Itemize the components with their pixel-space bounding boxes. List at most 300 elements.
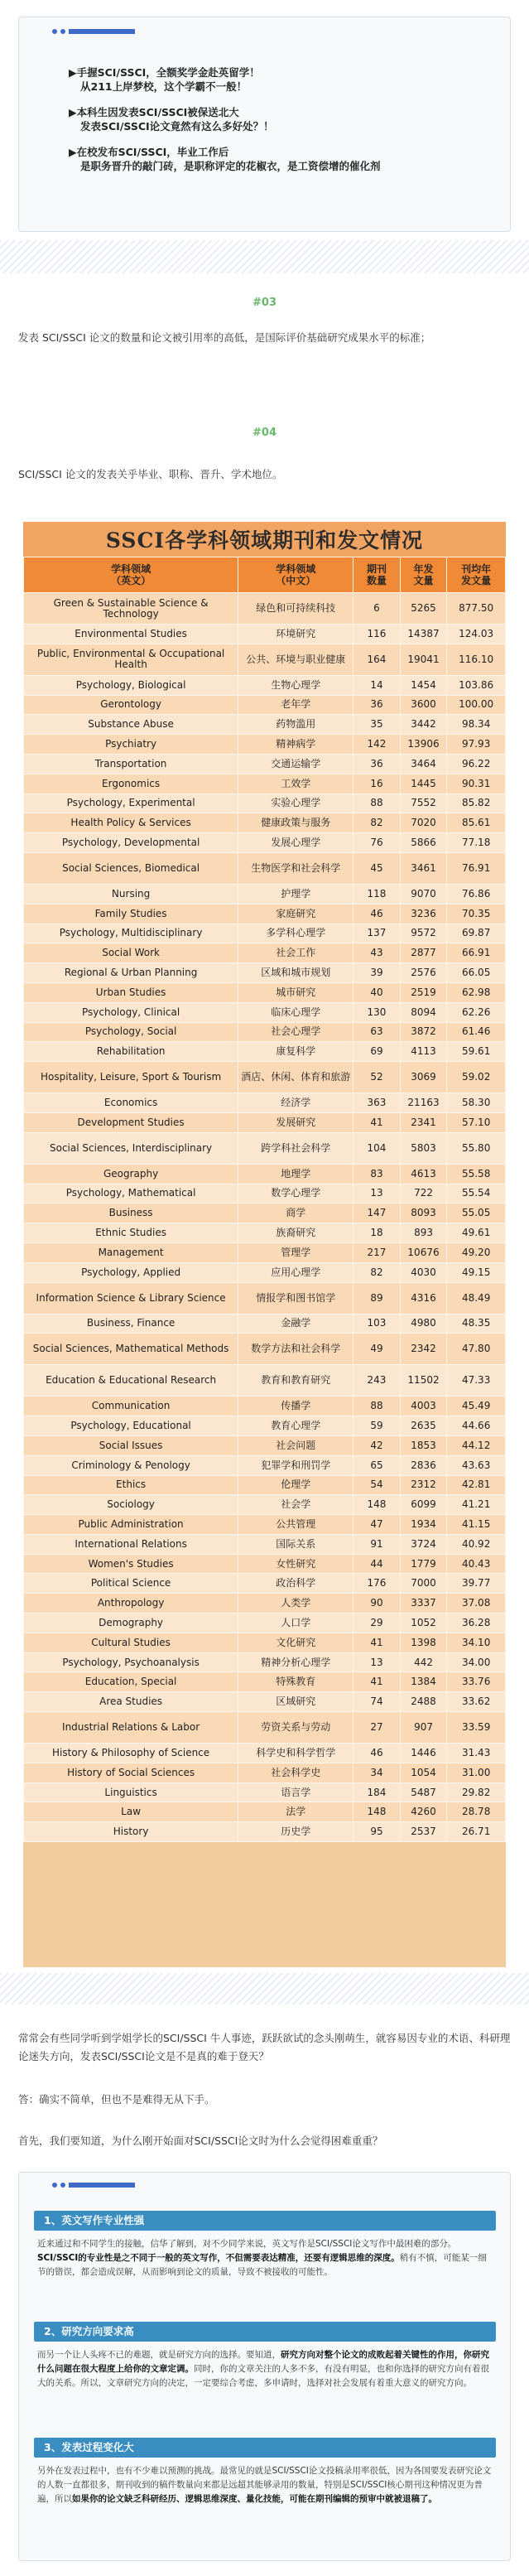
cell-per-journal: 59.02 [447, 1062, 506, 1093]
cell-journals: 42 [353, 1435, 401, 1455]
cell-journals: 91 [353, 1534, 401, 1554]
bullet-1: ▶手握SCI/SSCI，全额奖学金赴英留学！ 从211上岸梦校，这个学霸不一般！ [69, 66, 260, 93]
cell-journals: 116 [353, 625, 401, 644]
cell-per-journal: 90.31 [447, 774, 506, 794]
cell-per-journal: 98.34 [447, 715, 506, 735]
table-row [24, 1495, 506, 1515]
cell-field-cn: 商学 [238, 1204, 353, 1223]
cell-field-cn: 法学 [238, 1802, 353, 1822]
cell-field-en: Psychology, Multidisciplinary [24, 924, 238, 943]
table-row [24, 1692, 506, 1712]
cell-journals: 39 [353, 963, 401, 983]
cell-per-journal: 44.66 [447, 1416, 506, 1436]
cell-per-journal: 48.49 [447, 1282, 506, 1314]
header-journals: 期刊 数量 [353, 557, 401, 593]
cell-annual: 9572 [400, 924, 447, 943]
cell-per-journal: 47.33 [447, 1365, 506, 1397]
cell-journals: 65 [353, 1455, 401, 1475]
cell-per-journal: 55.80 [447, 1132, 506, 1164]
table-row [24, 1365, 506, 1397]
cell-field-en: Psychology, Biological [24, 675, 238, 695]
cell-field-en: Psychiatry [24, 735, 238, 755]
cell-field-en: Area Studies [24, 1692, 238, 1712]
cell-journals: 243 [353, 1365, 401, 1397]
cell-field-en: Rehabilitation [24, 1042, 238, 1062]
cell-annual: 2342 [400, 1334, 447, 1365]
cell-per-journal: 49.15 [447, 1262, 506, 1282]
cell-field-en: Business, Finance [24, 1314, 238, 1334]
cell-field-cn: 生物心理学 [238, 675, 353, 695]
cell-journals: 41 [353, 1112, 401, 1132]
section-2-body: 而另一个让人头疼不已的难题，就是研究方向的选择。要知道，研究方向对整个论文的成败起着关键性的作用，你研究什么问题在很大程度上给你的文章定调。同时，你的文章关注的人多不多，有没有明显，也和你选择的研究方向有着很大的关系。所以，文章研究方向的决定，一定要综合考虑，多申请时，选择对社会发展有着重大意义的研究方向。 [37, 2350, 489, 2388]
cell-journals: 76 [353, 833, 401, 853]
table-body [24, 593, 506, 1842]
table-row [24, 675, 506, 695]
cell-field-en: Regional & Urban Planning [24, 963, 238, 983]
cell-field-cn: 发展研究 [238, 1112, 353, 1132]
cell-annual: 1445 [400, 774, 447, 794]
cell-journals: 13 [353, 1652, 401, 1672]
table-row [24, 1042, 506, 1062]
cell-field-en: Social Sciences, Biomedical [24, 852, 238, 884]
cell-annual: 2877 [400, 943, 447, 963]
cell-journals: 148 [353, 1495, 401, 1515]
cell-per-journal: 100.00 [447, 695, 506, 715]
cell-field-cn: 环境研究 [238, 625, 353, 644]
cell-per-journal: 28.78 [447, 1802, 506, 1822]
cell-journals: 82 [353, 1262, 401, 1282]
cell-per-journal: 34.00 [447, 1652, 506, 1672]
cell-per-journal: 48.35 [447, 1314, 506, 1334]
cell-annual: 4003 [400, 1397, 447, 1416]
section-3-body: 另外在发表过程中，也有不少难以预测的挑战。最常见的就是SCI/SSCI论文投稿录用率很低，因为各国要发表研究论文的人数一直都很多，期刊收到的稿件数量向来都是远超其能够录用的数量，特别是SCI/SSCI核心期刊这种情况更为普遍，所以如果你的论文缺乏科研经历、逻辑思维深度、量化技能，可能在期刊编辑的预审中就被退稿了。 [37, 2466, 492, 2504]
table-row [24, 754, 506, 774]
cell-per-journal: 31.43 [447, 1744, 506, 1763]
cell-journals: 74 [353, 1692, 401, 1712]
cell-annual: 14387 [400, 625, 447, 644]
cell-annual: 4113 [400, 1042, 447, 1062]
cell-annual: 13906 [400, 735, 447, 755]
cell-field-cn: 数学方法和社会科学 [238, 1334, 353, 1365]
cell-journals: 29 [353, 1614, 401, 1633]
cell-per-journal: 47.80 [447, 1334, 506, 1365]
cell-annual: 3337 [400, 1594, 447, 1614]
cell-field-en: Psychology, Social [24, 1022, 238, 1042]
table-row [24, 625, 506, 644]
cell-per-journal: 37.08 [447, 1594, 506, 1614]
cell-journals: 95 [353, 1822, 401, 1842]
cell-per-journal: 62.26 [447, 1002, 506, 1022]
cell-journals: 184 [353, 1782, 401, 1802]
cell-field-cn: 家庭研究 [238, 904, 353, 924]
cell-journals: 148 [353, 1802, 401, 1822]
cell-per-journal: 103.86 [447, 675, 506, 695]
cell-journals: 35 [353, 715, 401, 735]
table-row [24, 1022, 506, 1042]
cell-annual: 5265 [400, 593, 447, 625]
table-row [24, 1455, 506, 1475]
cell-field-en: Management [24, 1242, 238, 1262]
cell-field-cn: 工效学 [238, 774, 353, 794]
cell-field-en: Education & Educational Research [24, 1365, 238, 1397]
difficulty-card [18, 2172, 511, 2561]
cell-field-cn: 社会科学史 [238, 1763, 353, 1782]
table-row [24, 1802, 506, 1822]
cell-per-journal: 29.82 [447, 1782, 506, 1802]
cell-field-en: Linguistics [24, 1782, 238, 1802]
cell-per-journal: 40.92 [447, 1534, 506, 1554]
cell-per-journal: 70.35 [447, 904, 506, 924]
cell-journals: 36 [353, 695, 401, 715]
cell-annual: 9070 [400, 884, 447, 904]
cell-field-cn: 老年学 [238, 695, 353, 715]
story-p1: 常常会有些同学听到学姐学长的SCI/SSCI 牛人事迹，跃跃欲试的念头刚萌生，就容易因专业的术语、科研理论迷失方向，发表SCI/SSCI论文是不是真的难于登天？ [18, 2032, 511, 2062]
cell-annual: 7020 [400, 813, 447, 833]
cell-journals: 40 [353, 982, 401, 1002]
header-per-journal: 刊均年 发文量 [447, 557, 506, 593]
cell-journals: 88 [353, 794, 401, 813]
table-row [24, 813, 506, 833]
cell-field-en: Psychology, Educational [24, 1416, 238, 1436]
cell-field-en: Education, Special [24, 1672, 238, 1692]
table-row [24, 1475, 506, 1495]
cell-field-cn: 绿色和可持续科技 [238, 593, 353, 625]
cell-field-cn: 地理学 [238, 1164, 353, 1184]
cell-journals: 83 [353, 1164, 401, 1184]
ssci-table-card [23, 522, 506, 1967]
cell-journals: 46 [353, 904, 401, 924]
cell-field-cn: 教育心理学 [238, 1416, 353, 1436]
cell-journals: 46 [353, 1744, 401, 1763]
cell-per-journal: 62.98 [447, 982, 506, 1002]
cell-annual: 1779 [400, 1554, 447, 1574]
cell-journals: 34 [353, 1763, 401, 1782]
cell-journals: 363 [353, 1093, 401, 1113]
cell-per-journal: 97.93 [447, 735, 506, 755]
cell-field-cn: 人类学 [238, 1594, 353, 1614]
cell-field-en: Sociology [24, 1495, 238, 1515]
cell-per-journal: 36.28 [447, 1614, 506, 1633]
cell-per-journal: 76.86 [447, 884, 506, 904]
cell-annual: 2836 [400, 1455, 447, 1475]
cell-field-cn: 伦理学 [238, 1475, 353, 1495]
cell-journals: 89 [353, 1282, 401, 1314]
table-row [24, 644, 506, 675]
cell-field-en: Ethics [24, 1475, 238, 1495]
cell-per-journal: 57.10 [447, 1112, 506, 1132]
table-row [24, 1204, 506, 1223]
cell-field-en: Social Issues [24, 1435, 238, 1455]
cell-annual: 5803 [400, 1132, 447, 1164]
table-row [24, 1534, 506, 1554]
cell-per-journal: 33.59 [447, 1712, 506, 1744]
cell-per-journal: 116.10 [447, 644, 506, 675]
promo-bullets [69, 65, 499, 185]
section-04-text: SCI/SSCI 论文的发表关乎毕业、职称、晋升、学术地位。 [18, 468, 283, 480]
bullet-2: ▶本科生因发表SCI/SSCI被保送北大 发表SCI/SSCI论文竟然有这么多好处？！ [69, 106, 274, 133]
cell-journals: 88 [353, 1397, 401, 1416]
cell-field-en: Anthropology [24, 1594, 238, 1614]
cell-field-cn: 劳资关系与劳动 [238, 1712, 353, 1744]
cell-journals: 45 [353, 852, 401, 884]
cell-field-en: Social Sciences, Interdisciplinary [24, 1132, 238, 1164]
cell-journals: 59 [353, 1416, 401, 1436]
cell-journals: 104 [353, 1132, 401, 1164]
cell-annual: 2341 [400, 1112, 447, 1132]
cell-field-cn: 交通运输学 [238, 754, 353, 774]
table-row [24, 852, 506, 884]
cell-annual: 4613 [400, 1164, 447, 1184]
cell-field-en: Criminology & Penology [24, 1455, 238, 1475]
cell-per-journal: 44.12 [447, 1435, 506, 1455]
cell-field-en: Business [24, 1204, 238, 1223]
cell-journals: 103 [353, 1314, 401, 1334]
table-row [24, 1002, 506, 1022]
cell-per-journal: 31.00 [447, 1763, 506, 1782]
table-row [24, 1712, 506, 1744]
cell-annual: 3464 [400, 754, 447, 774]
table-row [24, 924, 506, 943]
table-row [24, 833, 506, 853]
cell-annual: 3442 [400, 715, 447, 735]
cell-field-en: Family Studies [24, 904, 238, 924]
cell-annual: 3461 [400, 852, 447, 884]
cell-per-journal: 33.62 [447, 1692, 506, 1712]
cell-annual: 722 [400, 1184, 447, 1204]
cell-annual: 19041 [400, 644, 447, 675]
cell-field-cn: 传播学 [238, 1397, 353, 1416]
cell-field-cn: 康复科学 [238, 1042, 353, 1062]
table-row [24, 1242, 506, 1262]
cell-journals: 130 [353, 1002, 401, 1022]
table-row [24, 1554, 506, 1574]
cell-per-journal: 42.81 [447, 1475, 506, 1495]
cell-field-cn: 族裔研究 [238, 1223, 353, 1243]
cell-field-cn: 社会心理学 [238, 1022, 353, 1042]
cell-field-cn: 语言学 [238, 1782, 353, 1802]
table-row [24, 1132, 506, 1164]
cell-annual: 8093 [400, 1204, 447, 1223]
cell-field-en: Green & Sustainable Science & Technology [24, 593, 238, 625]
cell-field-en: Psychology, Mathematical [24, 1184, 238, 1204]
cell-journals: 16 [353, 774, 401, 794]
cell-field-en: Industrial Relations & Labor [24, 1712, 238, 1744]
cell-field-cn: 文化研究 [238, 1633, 353, 1652]
table-row [24, 1112, 506, 1132]
cell-field-cn: 社会问题 [238, 1435, 353, 1455]
cell-field-en: History of Social Sciences [24, 1763, 238, 1782]
cell-per-journal: 59.61 [447, 1042, 506, 1062]
cell-field-en: Law [24, 1802, 238, 1822]
cell-field-en: Psychology, Experimental [24, 794, 238, 813]
cell-per-journal: 49.20 [447, 1242, 506, 1262]
cell-annual: 8094 [400, 1002, 447, 1022]
table-row [24, 963, 506, 983]
cell-annual: 10676 [400, 1242, 447, 1262]
table-row [24, 1416, 506, 1436]
cell-field-cn: 犯罪学和刑罚学 [238, 1455, 353, 1475]
cell-journals: 118 [353, 884, 401, 904]
difficulty-section-2 [34, 2322, 496, 2390]
cell-annual: 3724 [400, 1534, 447, 1554]
header-field-en: 学科领域 （英文） [24, 557, 238, 593]
cell-field-cn: 人口学 [238, 1614, 353, 1633]
cell-field-en: Substance Abuse [24, 715, 238, 735]
table-row [24, 715, 506, 735]
cell-per-journal: 76.91 [447, 852, 506, 884]
cell-annual: 3236 [400, 904, 447, 924]
story-p3: 首先，我们要知道，为什么刚开始面对SCI/SSCI论文时为什么会觉得困难重重？ [18, 2135, 383, 2147]
cell-journals: 137 [353, 924, 401, 943]
table-row [24, 1782, 506, 1802]
cell-field-en: Demography [24, 1614, 238, 1633]
cell-annual: 5487 [400, 1782, 447, 1802]
cell-per-journal: 61.46 [447, 1022, 506, 1042]
table-row [24, 884, 506, 904]
cell-field-cn: 临床心理学 [238, 1002, 353, 1022]
cell-field-en: Environmental Studies [24, 625, 238, 644]
table-row [24, 774, 506, 794]
cell-field-cn: 城市研究 [238, 982, 353, 1002]
table-row [24, 1744, 506, 1763]
cell-journals: 14 [353, 675, 401, 695]
cell-field-cn: 历史学 [238, 1822, 353, 1842]
cell-per-journal: 39.77 [447, 1574, 506, 1594]
bullet-3: ▶在校发布SCI/SSCI，毕业工作后 是职务晋升的敲门砖，是职称评定的花椒衣，是工资偿增的催化剂 [69, 146, 381, 172]
cell-per-journal: 43.63 [447, 1455, 506, 1475]
table-row [24, 1334, 506, 1365]
decor-divider-2 [0, 1973, 529, 2004]
cell-field-cn: 金融学 [238, 1314, 353, 1334]
cell-journals: 44 [353, 1554, 401, 1574]
cell-field-cn: 精神分析心理学 [238, 1652, 353, 1672]
cell-journals: 13 [353, 1184, 401, 1204]
cell-annual: 7552 [400, 794, 447, 813]
cell-field-en: Cultural Studies [24, 1633, 238, 1652]
cell-annual: 4316 [400, 1282, 447, 1314]
cell-per-journal: 96.22 [447, 754, 506, 774]
cell-per-journal: 55.54 [447, 1184, 506, 1204]
cell-annual: 2312 [400, 1475, 447, 1495]
cell-annual: 907 [400, 1712, 447, 1744]
cell-annual: 6099 [400, 1495, 447, 1515]
cell-per-journal: 85.61 [447, 813, 506, 833]
cell-annual: 11502 [400, 1365, 447, 1397]
table-row [24, 1262, 506, 1282]
section-2-head: 2、研究方向要求高 [34, 2322, 496, 2342]
table-row [24, 1822, 506, 1842]
cell-annual: 1853 [400, 1435, 447, 1455]
cell-field-en: Communication [24, 1397, 238, 1416]
cell-field-en: Urban Studies [24, 982, 238, 1002]
cell-journals: 27 [353, 1712, 401, 1744]
cell-journals: 54 [353, 1475, 401, 1495]
cell-annual: 2635 [400, 1416, 447, 1436]
cell-annual: 4030 [400, 1262, 447, 1282]
cell-field-en: History [24, 1822, 238, 1842]
cell-per-journal: 41.21 [447, 1495, 506, 1515]
cell-field-en: History & Philosophy of Science [24, 1744, 238, 1763]
cell-field-en: Ethnic Studies [24, 1223, 238, 1243]
cell-journals: 41 [353, 1633, 401, 1652]
cell-field-cn: 情报学和图书馆学 [238, 1282, 353, 1314]
cell-field-cn: 政治科学 [238, 1574, 353, 1594]
cell-annual: 2519 [400, 982, 447, 1002]
cell-field-cn: 数学心理学 [238, 1184, 353, 1204]
table-row [24, 1093, 506, 1113]
cell-journals: 49 [353, 1334, 401, 1365]
cell-field-cn: 国际关系 [238, 1534, 353, 1554]
cell-field-en: Hospitality, Leisure, Sport & Tourism [24, 1062, 238, 1093]
cell-annual: 5866 [400, 833, 447, 853]
cell-journals: 43 [353, 943, 401, 963]
cell-field-en: Public Administration [24, 1515, 238, 1535]
cell-journals: 142 [353, 735, 401, 755]
difficulty-section-1 [34, 2211, 496, 2279]
cell-field-cn: 护理学 [238, 884, 353, 904]
cell-field-en: Nursing [24, 884, 238, 904]
cell-per-journal: 26.71 [447, 1822, 506, 1842]
cell-annual: 7000 [400, 1574, 447, 1594]
cell-field-en: Geography [24, 1164, 238, 1184]
cell-per-journal: 124.03 [447, 625, 506, 644]
section-1-body: 近来通过和不同学生的接触，信华了解到，对不少同学来说，英文写作是SCI/SSCI论文写作中最困难的部分。SCI/SSCI的专业性是之不同于一般的英文写作，不但需要表达精准，还要有逻辑思维的深度。稍有不慎，可能某一细节的错误，都会造成误解，从而影响到论文的质量，导致不被接收的可能性。 [37, 2239, 487, 2277]
cell-annual: 442 [400, 1652, 447, 1672]
cell-field-cn: 公共管理 [238, 1515, 353, 1535]
table-title: SSCI各学科领域期刊和发文情况 [23, 522, 506, 557]
cell-field-cn: 多学科心理学 [238, 924, 353, 943]
cell-field-en: Public, Environmental & Occupational Health [24, 644, 238, 675]
cell-annual: 21163 [400, 1093, 447, 1113]
table-row [24, 1763, 506, 1782]
decor-bar-2 [52, 2183, 135, 2188]
cell-per-journal: 77.18 [447, 833, 506, 853]
cell-field-en: Women's Studies [24, 1554, 238, 1574]
cell-journals: 63 [353, 1022, 401, 1042]
table-row [24, 1652, 506, 1672]
cell-journals: 90 [353, 1594, 401, 1614]
cell-field-en: Social Sciences, Mathematical Methods [24, 1334, 238, 1365]
cell-annual: 893 [400, 1223, 447, 1243]
cell-field-en: Development Studies [24, 1112, 238, 1132]
cell-field-cn: 管理学 [238, 1242, 353, 1262]
cell-field-cn: 教育和教育研究 [238, 1365, 353, 1397]
table-row [24, 1435, 506, 1455]
cell-field-en: Economics [24, 1093, 238, 1113]
cell-field-cn: 公共、环境与职业健康 [238, 644, 353, 675]
table-row [24, 1282, 506, 1314]
cell-per-journal: 40.43 [447, 1554, 506, 1574]
cell-field-en: Information Science & Library Science [24, 1282, 238, 1314]
cell-journals: 176 [353, 1574, 401, 1594]
cell-journals: 147 [353, 1204, 401, 1223]
cell-per-journal: 69.87 [447, 924, 506, 943]
table-row [24, 735, 506, 755]
cell-field-cn: 特殊教育 [238, 1672, 353, 1692]
table-row [24, 1574, 506, 1594]
cell-per-journal: 45.49 [447, 1397, 506, 1416]
table-row [24, 1397, 506, 1416]
table-row [24, 943, 506, 963]
cell-per-journal: 877.50 [447, 593, 506, 625]
cell-annual: 3069 [400, 1062, 447, 1093]
cell-field-cn: 酒店、休闲、体育和旅游 [238, 1062, 353, 1093]
cell-journals: 18 [353, 1223, 401, 1243]
cell-field-cn: 科学史和科学哲学 [238, 1744, 353, 1763]
cell-field-en: Social Work [24, 943, 238, 963]
table-row [24, 593, 506, 625]
table-row [24, 1062, 506, 1093]
